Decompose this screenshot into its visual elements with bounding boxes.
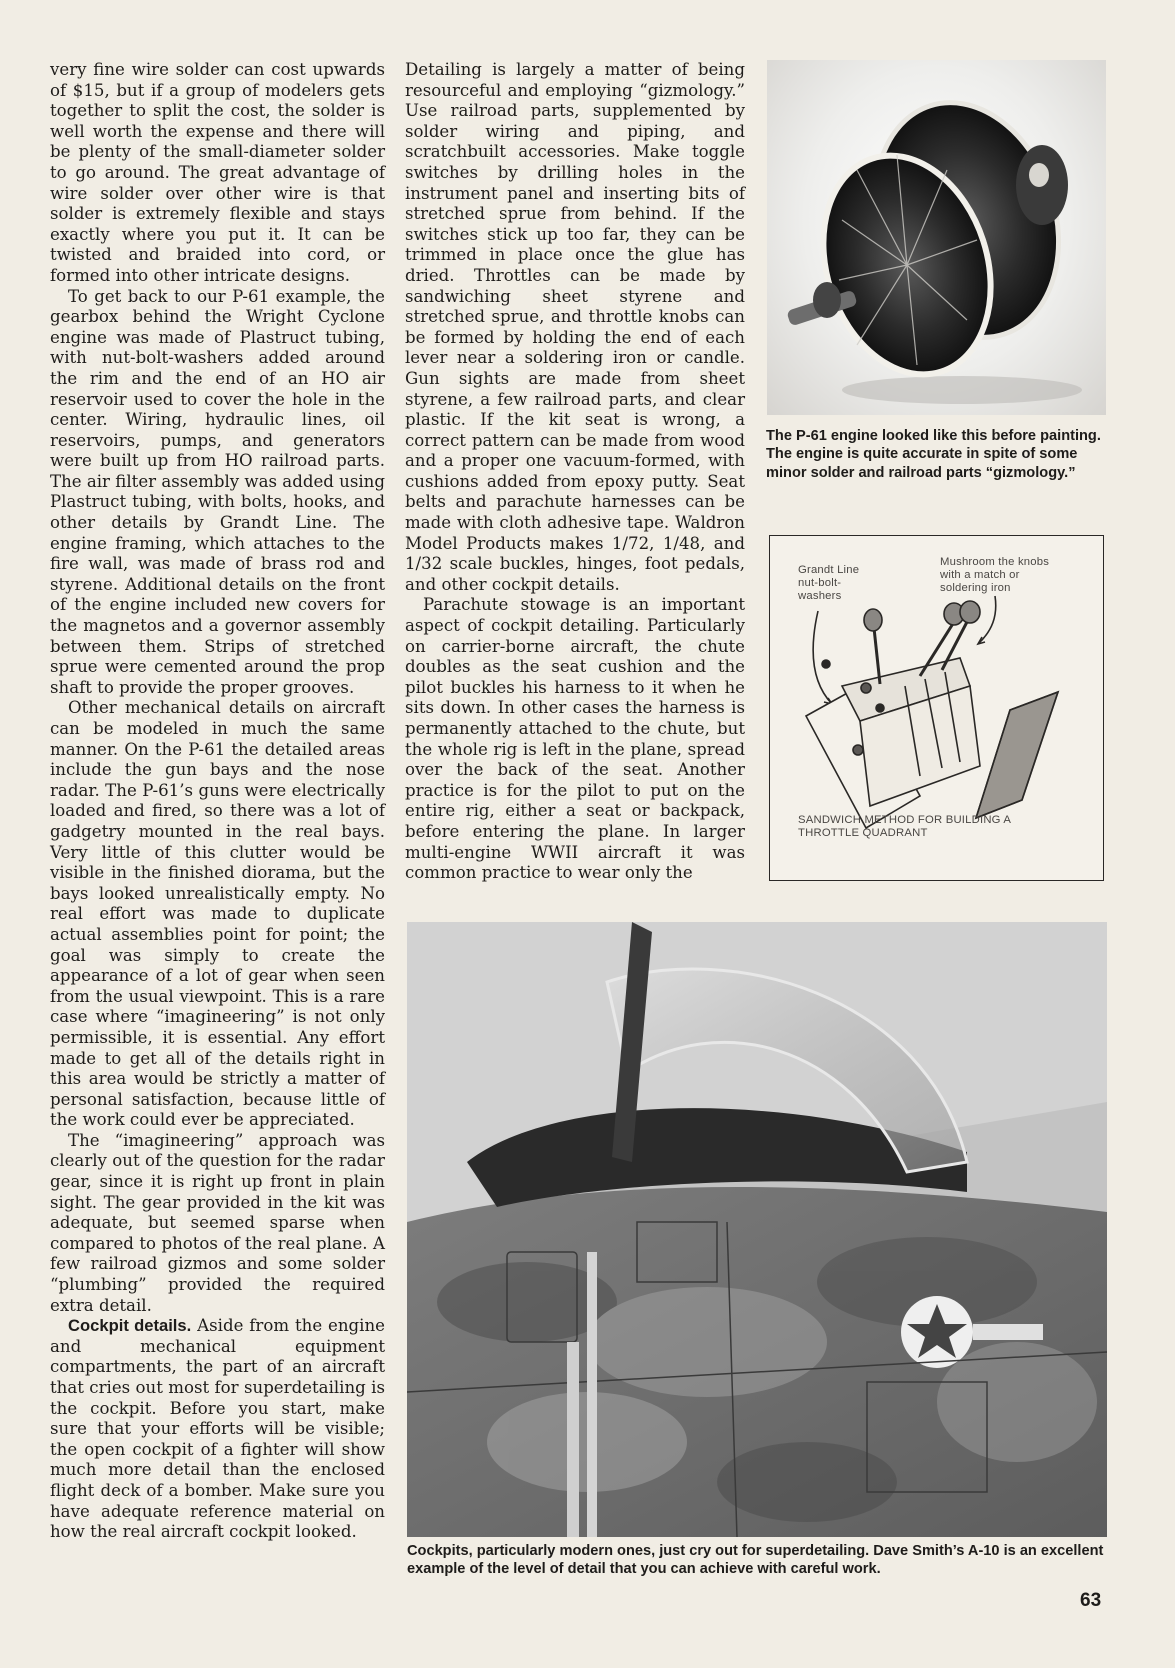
page-number: 63 [1080,1590,1102,1611]
label-line: washers [798,590,842,602]
text-column-middle [405,60,745,884]
paragraph: very fine wire solder can cost upwards of $15, but if a group of modelers gets together to split the cost, the solder is well worth the expense and there will be plenty of the small-diameter solder to go around. The great advantage of wire solder over other wire is that solder is extremely flexible and stays exactly where you put it. It can be twisted and braided into cord, or formed into other intricate designs. [50,60,385,285]
subheading-cockpit-details: Cockpit details. [68,1316,192,1336]
label-line: with a match or [940,569,1020,581]
label-line: Grandt Line [798,564,860,576]
text-column-left [50,60,385,1543]
paragraph: The “imagineering” approach was clearly out of the question for the radar gear, since it is right up front in plain sight. The gear provided in the kit was adequate, but seemed sparse when compared to photos of the real plane. A few railroad gizmos and some solder “plumbing” provided the required extra detail. [50,1130,385,1315]
title-line: SANDWICH METHOD FOR BUILDING A [798,814,1012,826]
label-line: soldering iron [940,582,1011,594]
throttle-quadrant-diagram [769,535,1104,881]
diagram-title [798,814,1011,840]
title-line: THROTTLE QUADRANT [798,827,928,839]
paragraph [50,1316,385,1543]
paragraph-body: Aside from the engine and mechanical equipment compartments, the part of an aircraft that cries out most for superdetailing is the cockpit. Before you start, make sure that your efforts will be visible; the open cockpit of a fighter will show much more detail than the enclosed flight deck of a bomber. Make sure you have adequate reference material on how the real aircraft cockpit looked. [50,1316,385,1542]
paragraph: Parachute stowage is an important aspect of cockpit detailing. Particularly on carrier-borne aircraft, the chute doubles as the seat cushion and the pilot buckles his harness to it when he sits down. In other cases the harness is permanently attached to the chute, but the whole rig is left in the plane, spread over the back of the seat. Another practice is for the pilot to put on the entire rig, either a seat or backpack, before entering the plane. In larger multi-engine WWII aircraft it was common practice to wear only the [405,595,745,883]
a10-photo-caption: Cockpits, particularly modern ones, just cry out for superdetailing. Dave Smith’s A-10 is an excellent example of the level of detail that you can achieve with careful work. [407,1543,1104,1578]
engine-photo [767,60,1106,415]
paragraph: To get back to our P-61 example, the gearbox behind the Wright Cyclone engine was made of Plastruct tubing, with nut-bolt-washers added around the rim and the end of an HO air reservoir used to cover the hole in the center. Wiring, hydraulic lines, oil reservoirs, pumps, and generators were built up from HO railroad parts. The air filter assembly was added using Plastruct tubing, with bolts, hooks, and other details by Grandt Line. The engine framing, which attaches to the fire wall, was made of brass rod and styrene. Additional details on the front of the engine included new covers for the magnetos and a governor assembly between them. Strips of stretched sprue were cemented around the prop shaft to provide the proper grooves. [50,286,385,697]
engine-photo-caption: The P-61 engine looked like this before painting. The engine is quite accurate in spite of some minor solder and railroad parts “gizmology.” [766,428,1101,481]
paragraph: Detailing is largely a matter of being resourceful and employing “gizmology.” Use railroad parts, supplemented by solder wiring and piping, and scratchbuilt accessories. Make toggle switches by drilling holes in the instrument panel and inserting bits of stretched sprue from behind. If the switches stick up too far, they can be trimmed in place once the glue has dried. Throttles can be made by sandwiching sheet styrene and stretched sprue, and throttle knobs can be formed by holding the end of each lever near a soldering iron or candle. Gun sights are made from sheet styrene, a few railroad parts, and clear plastic. If the kit seat is wrong, a correct pattern can be made from wood and a proper one vacuum-formed, with cushions added from epoxy putty. Seat belts and parachute harnesses can be made with cloth adhesive tape. Waldron Model Products makes 1/72, 1/48, and 1/32 scale buckles, hinges, foot pedals, and other cockpit details. [405,60,745,594]
label-line: Mushroom the knobs [940,556,1050,568]
a10-cockpit-photo [407,922,1107,1537]
paragraph: Other mechanical details on aircraft can be modeled in much the same manner. On the P-61 the detailed areas include the gun bays and the nose radar. The P-61’s guns were electrically loaded and fired, so there was a lot of gadgetry mounted in the real bays. Very little of this clutter would be visible in the finished diorama, but the bays looked unrealistically empty. No real effort was made to duplicate actual assemblies point for point; the goal was simply to create the appearance of a lot of gear when seen from the usual viewpoint. This is a rare case where “imagineering” is not only permissible, it is essential. Any effort made to get all of the details right in this area would be strictly a matter of personal satisfaction, because little of the work could ever be appreciated. [50,698,385,1130]
label-line: nut-bolt- [798,577,842,589]
